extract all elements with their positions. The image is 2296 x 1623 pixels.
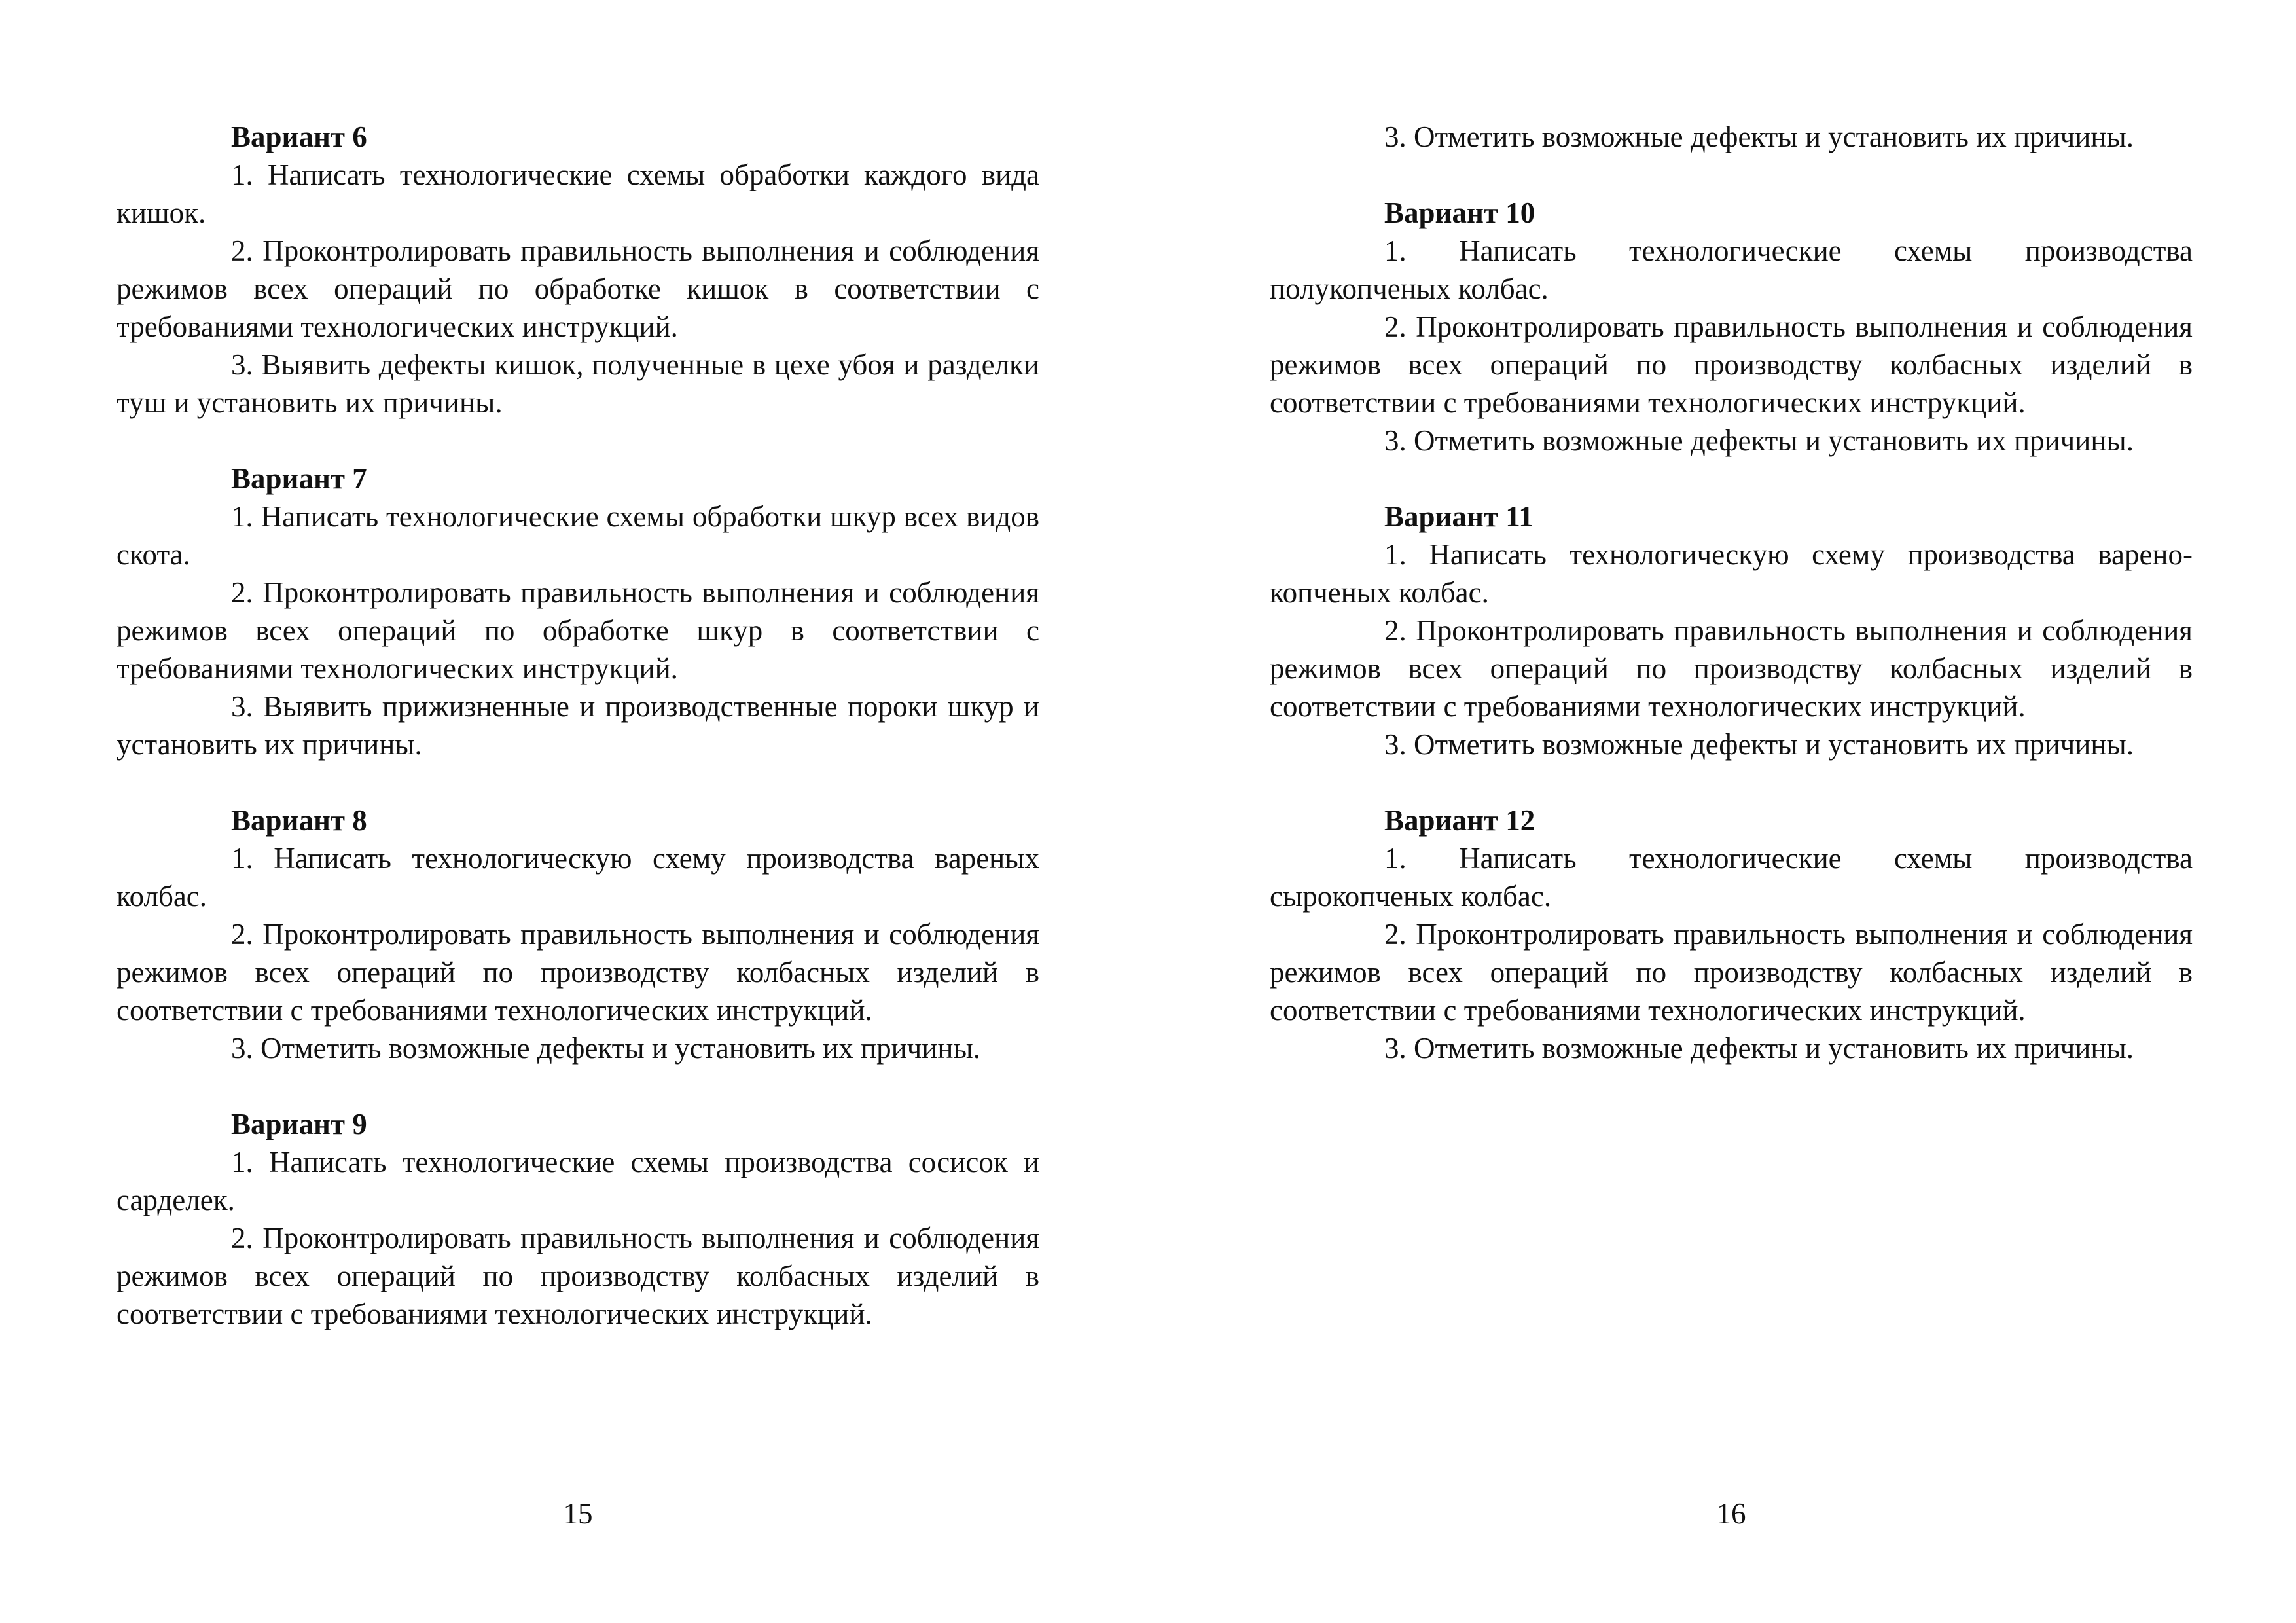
task-item: 2. Проконтролировать правильность выполнения и соблюдения режимов всех операций по производству колбасных изделий в соответствии с требованиями технологических инструкций. [1270, 918, 2193, 1027]
task-item: 3. Отметить возможные дефекты и установить их причины. [1384, 424, 2134, 457]
variant-title: Вариант 9 [231, 1108, 367, 1140]
variant-title: Вариант 10 [1384, 196, 1535, 229]
variant-8 [117, 801, 1039, 1067]
task-item: 2. Проконтролировать правильность выполнения и соблюдения режимов всех операций по производству колбасных изделий в соответствии с требованиями технологических инструкций. [1270, 614, 2193, 723]
left-page [117, 0, 1039, 1623]
task-item: 3. Отметить возможные дефекты и установить их причины. [1384, 120, 2134, 153]
right-page [1270, 0, 2193, 1623]
variant-6 [117, 118, 1039, 422]
variant-11 [1270, 498, 2193, 763]
task-item: 1. Написать технологические схемы обработки каждого вида кишок. [117, 158, 1039, 229]
page-number: 16 [1716, 1497, 1746, 1530]
variant-title: Вариант 12 [1384, 804, 1535, 837]
variant-title: Вариант 11 [1384, 500, 1534, 533]
task-item: 3. Выявить прижизненные и производственные пороки шкур и установить их причины. [117, 690, 1039, 761]
task-item: 3. Отметить возможные дефекты и установить их причины. [1384, 1032, 2134, 1065]
right-page-content [1270, 118, 2193, 1067]
variant-9-continuation [1270, 118, 2193, 156]
task-item: 3. Отметить возможные дефекты и установить их причины. [1384, 728, 2134, 761]
task-item: 1. Написать технологические схемы производства сосисок и сарделек. [117, 1146, 1039, 1216]
task-item: 2. Проконтролировать правильность выполнения и соблюдения режимов всех операций по обработке шкур в соответствии с требованиями технологических инструкций. [117, 576, 1039, 685]
variant-12 [1270, 801, 2193, 1067]
task-item: 3. Выявить дефекты кишок, полученные в цехе убоя и разделки туш и установить их причины. [117, 348, 1039, 419]
task-item: 1. Написать технологическую схему производства вареных колбас. [117, 842, 1039, 913]
task-item: 2. Проконтролировать правильность выполнения и соблюдения режимов всех операций по производству колбасных изделий в соответствии с требованиями технологических инструкций. [117, 1222, 1039, 1330]
page-number: 15 [563, 1497, 593, 1530]
left-page-content [117, 118, 1039, 1333]
variant-10 [1270, 194, 2193, 460]
task-item: 2. Проконтролировать правильность выполнения и соблюдения режимов всех операций по производству колбасных изделий в соответствии с требованиями технологических инструкций. [117, 918, 1039, 1027]
task-item: 1. Написать технологическую схему производства варено-копченых колбас. [1270, 538, 2193, 609]
variant-title: Вариант 6 [231, 120, 367, 153]
task-item: 1. Написать технологические схемы производства сырокопченых колбас. [1270, 842, 2193, 913]
variant-title: Вариант 8 [231, 804, 367, 837]
variant-9 [117, 1105, 1039, 1333]
task-item: 2. Проконтролировать правильность выполнения и соблюдения режимов всех операций по обработке кишок в соответствии с требованиями технологических инструкций. [117, 234, 1039, 343]
task-item: 2. Проконтролировать правильность выполнения и соблюдения режимов всех операций по производству колбасных изделий в соответствии с требованиями технологических инструкций. [1270, 310, 2193, 419]
task-item: 1. Написать технологические схемы производства полукопченых колбас. [1270, 234, 2193, 305]
variant-7 [117, 460, 1039, 763]
variant-title: Вариант 7 [231, 462, 367, 495]
task-item: 1. Написать технологические схемы обработки шкур всех видов скота. [117, 500, 1039, 571]
task-item: 3. Отметить возможные дефекты и установить их причины. [231, 1032, 980, 1065]
